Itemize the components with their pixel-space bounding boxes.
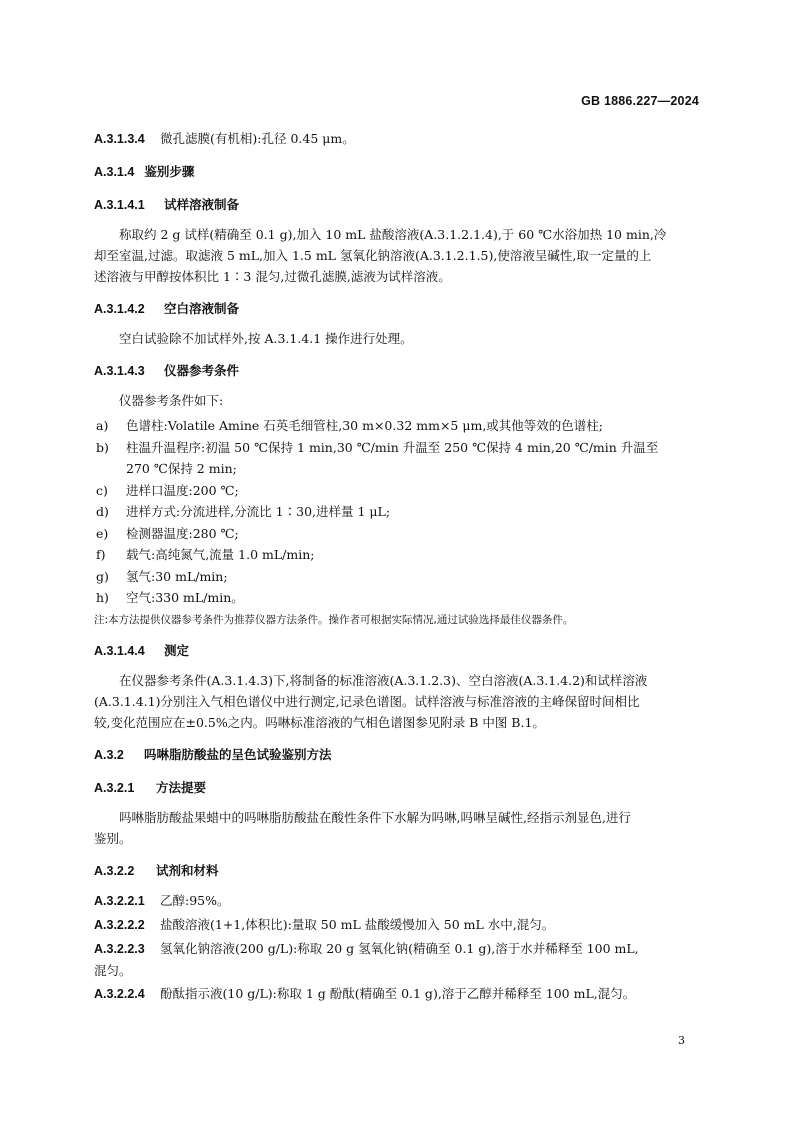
paragraph-sample-solution xyxy=(94,224,700,287)
paragraph-line: 鉴别。 xyxy=(94,830,132,846)
paragraph-line: (A.3.1.4.1)分别注入气相色谱仪中进行测定,记录色谱图。试样溶液与标准溶液的主峰保留时间相比 xyxy=(94,693,640,709)
clause-a3222 xyxy=(94,914,700,936)
heading-title: 方法提要 xyxy=(156,779,207,795)
clause-a31341 xyxy=(94,128,700,150)
heading-number: A.3.1.4.3 xyxy=(94,364,145,378)
list-marker: c) xyxy=(96,482,108,498)
paragraph-line: 较,变化范围应在±0.5%之内。吗啉标准溶液的气相色谱图参见附录 B 中图 B.1。 xyxy=(94,714,545,730)
note: 注:本方法提供仪器参考条件为推荐仪器方法条件。操作者可根据实际情况,通过试验选择最佳仪器条件。 xyxy=(94,613,574,626)
list-item xyxy=(94,480,700,502)
heading-number: A.3.1.4.4 xyxy=(94,643,145,658)
heading-a32 xyxy=(94,744,700,766)
paragraph-line: 却至室温,过滤。取滤液 5 mL,加入 1.5 mL 氢氧化钠溶液(A.3.1.2.1.5),使溶液呈碱性,取一定量的上 xyxy=(94,248,652,263)
paragraph-blank-solution xyxy=(94,328,700,349)
clause-number: A.3.2.2.1 xyxy=(94,893,145,908)
heading-number: A.3.1.4.2 xyxy=(94,302,145,316)
paragraph-line: 在仪器参考条件(A.3.1.4.3)下,将制备的标准溶液(A.3.1.2.3)、空白溶液(A.3.1.4.2)和试样溶液 xyxy=(119,672,648,688)
list-item xyxy=(94,523,700,545)
conditions-intro: 仪器参考条件如下: xyxy=(119,393,224,408)
clause-a3224 xyxy=(94,983,700,1005)
list-marker: e) xyxy=(96,525,109,541)
paragraph-method-summary xyxy=(94,807,700,849)
heading-title: 试剂和材料 xyxy=(156,862,219,878)
list-item xyxy=(94,437,700,480)
list-text: 进样方式:分流进样,分流比 1∶30,进样量 1 μL; xyxy=(126,504,391,519)
heading-title: 鉴别步骤 xyxy=(144,164,195,179)
list-marker: b) xyxy=(96,439,109,455)
heading-a3141 xyxy=(94,194,700,216)
list-text-continued: 270 ℃保持 2 min; xyxy=(126,461,237,476)
heading-number: A.3.2.2 xyxy=(94,863,135,878)
conditions-list xyxy=(94,415,700,609)
clause-text: 酚酞指示液(10 g/L):称取 1 g 酚酞(精确至 0.1 g),溶于乙醇并稀释至 100 mL,混匀。 xyxy=(160,985,636,1001)
list-text: 空气:330 mL/min。 xyxy=(126,590,244,605)
page-content xyxy=(94,128,700,1005)
heading-a314 xyxy=(94,161,700,183)
heading-a322 xyxy=(94,860,700,882)
heading-a321 xyxy=(94,777,700,799)
clause-number: A.3.2.2.4 xyxy=(94,986,145,1001)
clause-text: 乙醇:95%。 xyxy=(160,892,230,908)
clause-number: A.3.1.3.4 xyxy=(94,132,145,146)
heading-title: 试样溶液制备 xyxy=(164,197,240,212)
clause-number: A.3.2.2.3 xyxy=(94,941,145,956)
list-marker: f) xyxy=(96,547,106,562)
heading-number: A.3.1.4 xyxy=(94,165,135,179)
heading-a3143 xyxy=(94,360,700,382)
paragraph-line: 述溶液与甲醇按体积比 1∶3 混匀,过微孔滤膜,滤液为试样溶液。 xyxy=(94,269,451,284)
list-marker: h) xyxy=(96,590,109,605)
clause-a3221 xyxy=(94,890,700,912)
heading-number: A.3.1.4.1 xyxy=(94,198,145,212)
list-marker: a) xyxy=(96,418,109,433)
heading-a3142 xyxy=(94,298,700,320)
heading-a3144 xyxy=(94,640,700,662)
heading-title: 吗啉脂肪酸盐的呈色试验鉴别方法 xyxy=(144,746,332,762)
page-number: 3 xyxy=(678,1034,685,1047)
heading-number: A.3.2 xyxy=(94,747,124,762)
list-item xyxy=(94,544,700,566)
heading-title: 仪器参考条件 xyxy=(164,363,240,378)
heading-title: 测定 xyxy=(164,642,190,658)
clause-text-continued: 混匀。 xyxy=(94,962,132,978)
paragraph-determination xyxy=(94,670,700,733)
list-item xyxy=(94,501,700,523)
list-text: 检测器温度:280 ℃; xyxy=(126,525,239,541)
list-marker: g) xyxy=(96,568,109,584)
list-item xyxy=(94,587,700,609)
clause-number: A.3.2.2.2 xyxy=(94,917,145,932)
list-text: 载气:高纯氮气,流量 1.0 mL/min; xyxy=(126,547,315,562)
clause-text: 盐酸溶液(1+1,体积比):量取 50 mL 盐酸缓慢加入 50 mL 水中,混匀。 xyxy=(160,916,555,932)
list-text: 柱温升温程序:初温 50 ℃保持 1 min,30 ℃/min 升温至 250 ℃保持 4 min,20 ℃/min 升温至 xyxy=(126,439,659,455)
list-item xyxy=(94,566,700,588)
clause-text: 微孔滤膜(有机相):孔径 0.45 μm。 xyxy=(160,131,355,146)
list-text: 色谱柱:Volatile Amine 石英毛细管柱,30 m×0.32 mm×5 μm,或其他等效的色谱柱; xyxy=(126,418,604,433)
heading-number: A.3.2.1 xyxy=(94,780,135,795)
list-text: 氢气:30 mL/min; xyxy=(126,568,228,584)
clause-a3223 xyxy=(94,938,700,981)
list-text: 进样口温度:200 ℃; xyxy=(126,482,239,498)
paragraph-line: 空白试验除不加试样外,按 A.3.1.4.1 操作进行处理。 xyxy=(119,331,413,346)
clause-text: 氢氧化钠溶液(200 g/L):称取 20 g 氢氧化钠(精确至 0.1 g),溶于水并稀释至 100 mL, xyxy=(160,940,639,956)
paragraph-line: 吗啉脂肪酸盐果蜡中的吗啉脂肪酸盐在酸性条件下水解为吗啉,吗啉呈碱性,经指示剂显色,进行 xyxy=(119,809,631,825)
paragraph-line: 称取约 2 g 试样(精确至 0.1 g),加入 10 mL 盐酸溶液(A.3.1.2.1.4),于 60 ℃水浴加热 10 min,冷 xyxy=(119,227,667,242)
list-marker: d) xyxy=(96,504,109,519)
heading-title: 空白溶液制备 xyxy=(164,301,240,316)
list-item xyxy=(94,415,700,437)
standard-code: GB 1886.227—2024 xyxy=(581,94,699,108)
